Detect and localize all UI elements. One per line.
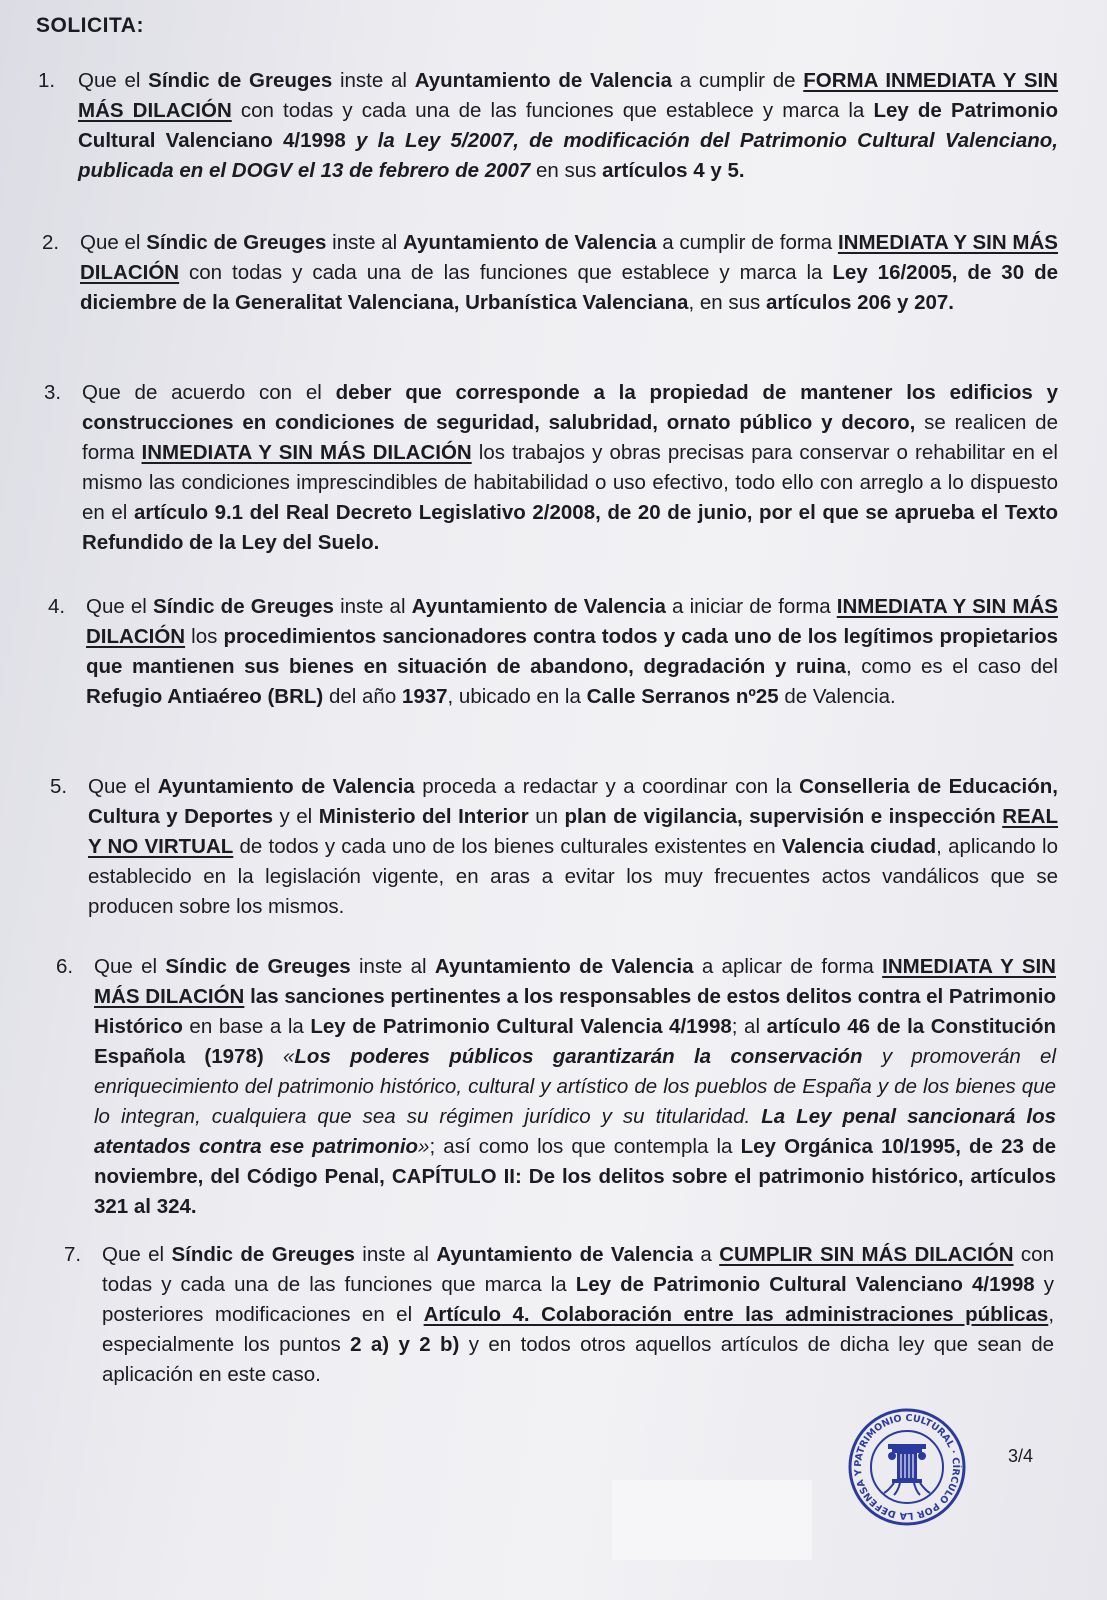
- item-number: 1.: [38, 69, 56, 92]
- list-item: [44, 378, 1058, 558]
- section-heading: SOLICITA:: [36, 14, 144, 37]
- item-text: Que el Síndic de Greuges inste al Ayuntamiento de Valencia a cumplir de FORMA INMEDIATA Y SIN MÁS DILACIÓN con todas y cada una de las funciones que establece y marca la Ley de Patrimonio Cultural Valenciano 4/1998 y la Ley 5/2007, de modificación del Patrimonio Cultural Valenciano, publicada en el DOGV el 13 de febrero de 2007 en sus artículos 4 y 5.: [78, 69, 1059, 182]
- item-text: Que de acuerdo con el deber que corresponde a la propiedad de mantener los edificios y construcciones en condiciones de seguridad, salubridad, ornato público y decoro, se realicen de forma INMEDIATA Y SIN MÁS DILACIÓN los trabajos y obras precisas para conservar o rehabilitar en el mismo las condiciones imprescindibles de habitabilidad o uso efectivo, todo ello con arreglo a lo dispuesto en el artículo 9.1 del Real Decreto Legislativo 2/2008, de 20 de junio, por el que se aprueba el Texto Refundido de la Ley del Suelo.: [82, 381, 1058, 554]
- list-item: [42, 228, 1058, 318]
- list-item: [50, 772, 1058, 922]
- list-item: [38, 66, 1058, 186]
- item-text: Que el Síndic de Greuges inste al Ayuntamiento de Valencia a aplicar de forma INMEDIATA Y SIN MÁS DILACIÓN las sanciones pertinentes a los responsables de estos delitos contra el Patrimonio Histórico en base a la Ley de Patrimonio Cultural Valencia 4/1998; al artículo 46 de la Constitución Española (1978) «Los poderes públicos garantizarán la conservación y promoverán el enriquecimiento del patrimonio histórico, cultural y artístico de los pueblos de España y de los bienes que lo integran, cualquiera que sea su régimen jurídico y su titularidad. La Ley penal sancionará los atentados contra ese patrimonio»; así como los que contempla la Ley Orgánica 10/1995, de 23 de noviembre, del Código Penal, CAPÍTULO II: De los delitos sobre el patrimonio histórico, artículos 321 al 324.: [94, 955, 1057, 1218]
- item-text: Que el Síndic de Greuges inste al Ayuntamiento de Valencia a cumplir de forma INMEDIATA Y SIN MÁS DILACIÓN con todas y cada una de las funciones que establece y marca la Ley 16/2005, de 30 de diciembre de la Generalitat Valenciana, Urbanística Valenciana, en sus artículos 206 y 207.: [80, 231, 1058, 314]
- circular-stamp: [848, 1408, 966, 1526]
- item-text: Que el Ayuntamiento de Valencia proceda a redactar y a coordinar con la Conselleria de Educación, Cultura y Deportes y el Ministerio del Interior un plan de vigilancia, supervisión e inspección REAL Y NO VIRTUAL de todos y cada uno de los bienes culturales existentes en Valencia ciudad, aplicando lo establecido en la legislación vigente, en aras a evitar los muy frecuentes actos vandálicos que se producen sobre los mismos.: [88, 775, 1058, 918]
- item-number: 3.: [44, 381, 62, 404]
- item-number: 7.: [64, 1243, 82, 1266]
- list-item: [56, 952, 1056, 1222]
- item-number: 2.: [42, 231, 60, 254]
- list-item: [64, 1240, 1054, 1390]
- page-number: 3/4: [1008, 1446, 1034, 1466]
- item-number: 5.: [50, 775, 68, 798]
- stamp-seal-icon: [848, 1408, 966, 1526]
- item-text: Que el Síndic de Greuges inste al Ayuntamiento de Valencia a iniciar de forma INMEDIATA Y SIN MÁS DILACIÓN los procedimientos sancionadores contra todos y cada uno de los legítimos propietarios que mantienen sus bienes en situación de abandono, degradación y ruina, como es el caso del Refugio Antiaéreo (BRL) del año 1937, ubicado en la Calle Serranos nº25 de Valencia.: [86, 595, 1058, 708]
- item-text: Que el Síndic de Greuges inste al Ayuntamiento de Valencia a CUMPLIR SIN MÁS DILACIÓN con todas y cada una de las funciones que marca la Ley de Patrimonio Cultural Valenciano 4/1998 y posteriores modificaciones en el Artículo 4. Colaboración entre las administraciones públicas, especialmente los puntos 2 a) y 2 b) y en todos otros aquellos artículos de dicha ley que sean de aplicación en este caso.: [102, 1243, 1055, 1386]
- list-item: [48, 592, 1058, 712]
- stamp-text: PATRIMONIO CULTURAL · CÍRCULO POR LA DEFENSA Y: [852, 1412, 962, 1522]
- item-number: 6.: [56, 955, 74, 978]
- blank-patch: [612, 1480, 812, 1560]
- item-number: 4.: [48, 595, 66, 618]
